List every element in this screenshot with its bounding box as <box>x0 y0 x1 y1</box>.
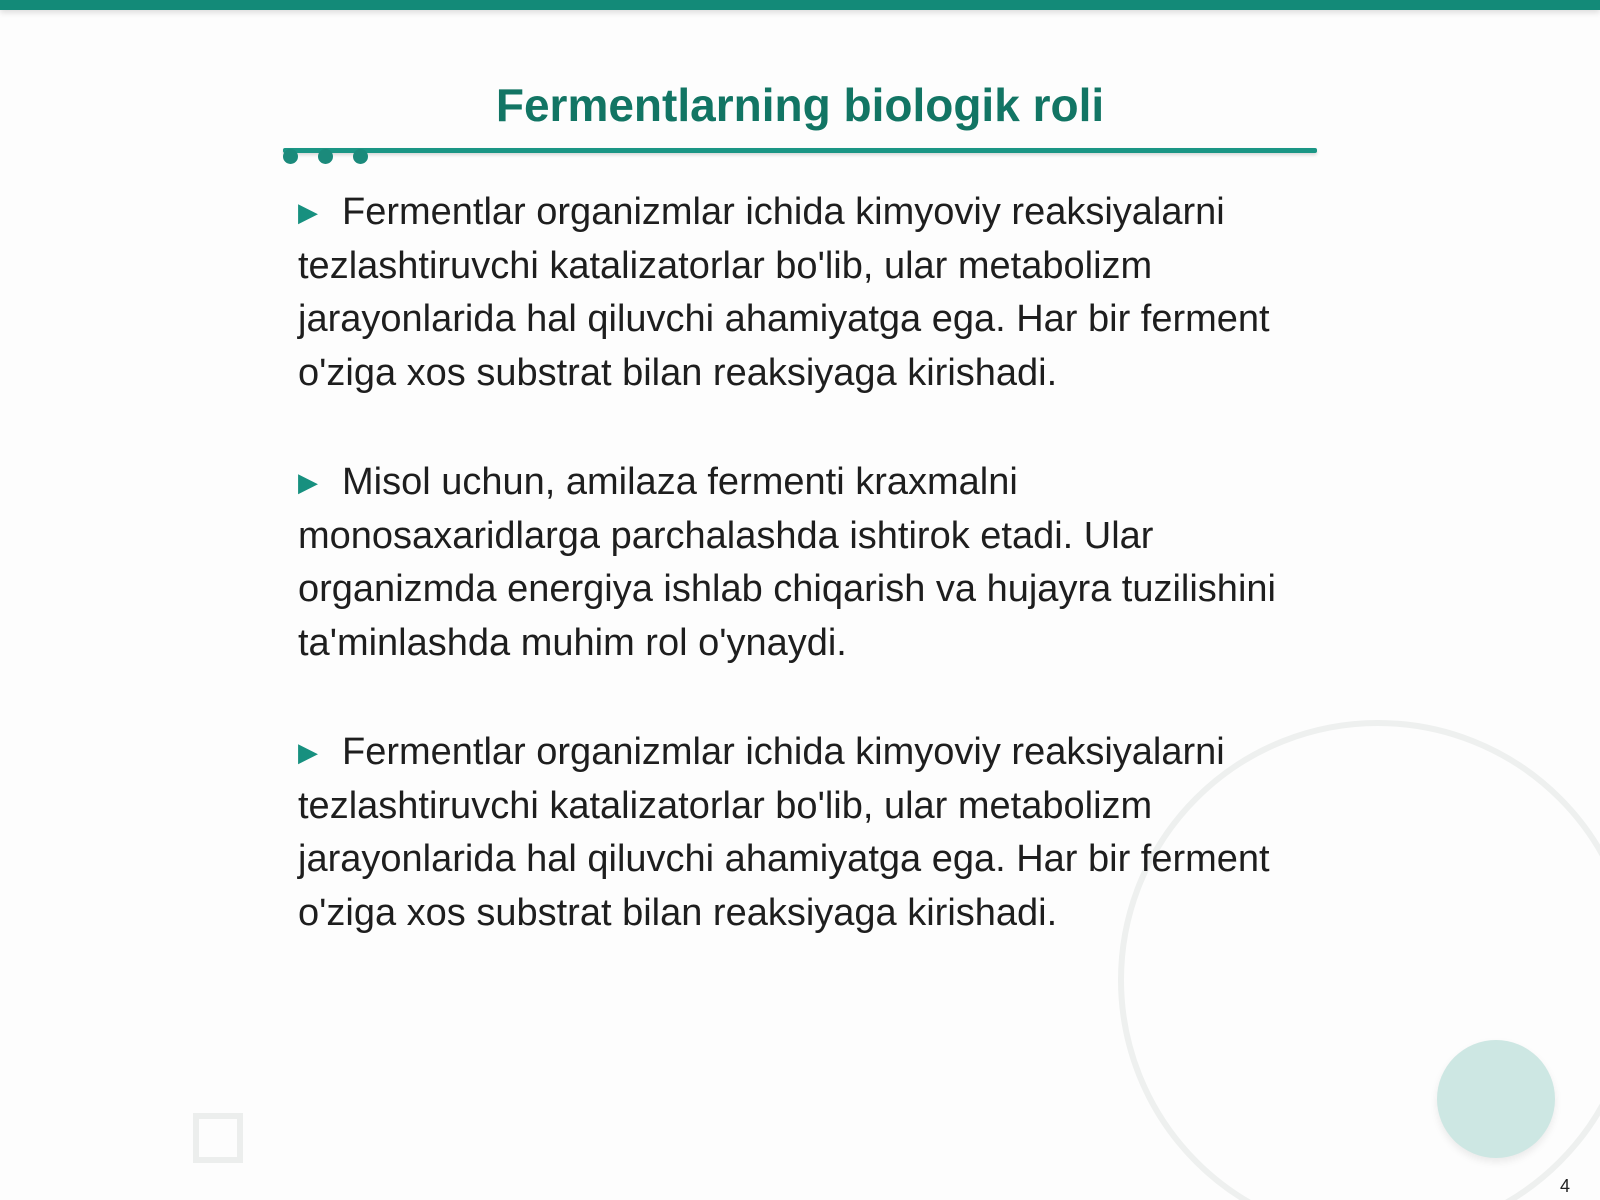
triangle-right-icon: ▶ <box>298 197 318 227</box>
decorative-square <box>193 1113 243 1163</box>
underline-dot <box>283 149 298 164</box>
bullet-paragraph <box>298 726 1308 940</box>
top-accent-bar <box>0 0 1600 10</box>
bullet-paragraph <box>298 456 1308 670</box>
bullet-text: Misol uchun, amilaza fermenti kraxmalni monosaxaridlarga parchalashda ishtirok etadi. Ular organizmda energiya ishlab chiqarish va hujayra tuzilishini ta'minlashda muhim rol o'ynaydi. <box>298 461 1276 664</box>
underline-dot <box>353 149 368 164</box>
bullet-list <box>298 186 1308 996</box>
page-number: 4 <box>1559 1176 1570 1196</box>
triangle-right-icon: ▶ <box>298 467 318 497</box>
title-underline <box>283 148 1317 153</box>
bullet-text: Fermentlar organizmlar ichida kimyoviy reaksiyalarni tezlashtiruvchi katalizatorlar bo'lib, ular metabolizm jarayonlarida hal qiluvchi ahamiyatga ega. Har bir ferment o'ziga xos substrat bilan reaksiyaga kirishadi. <box>298 191 1270 394</box>
triangle-right-icon: ▶ <box>298 737 318 767</box>
bullet-text: Fermentlar organizmlar ichida kimyoviy reaksiyalarni tezlashtiruvchi katalizatorlar bo'lib, ular metabolizm jarayonlarida hal qiluvchi ahamiyatga ega. Har bir ferment o'ziga xos substrat bilan reaksiyaga kirishadi. <box>298 731 1270 934</box>
decorative-circle <box>1437 1040 1555 1158</box>
underline-dot <box>318 149 333 164</box>
slide-title: Fermentlarning biologik roli <box>495 79 1105 131</box>
bullet-paragraph <box>298 186 1308 400</box>
